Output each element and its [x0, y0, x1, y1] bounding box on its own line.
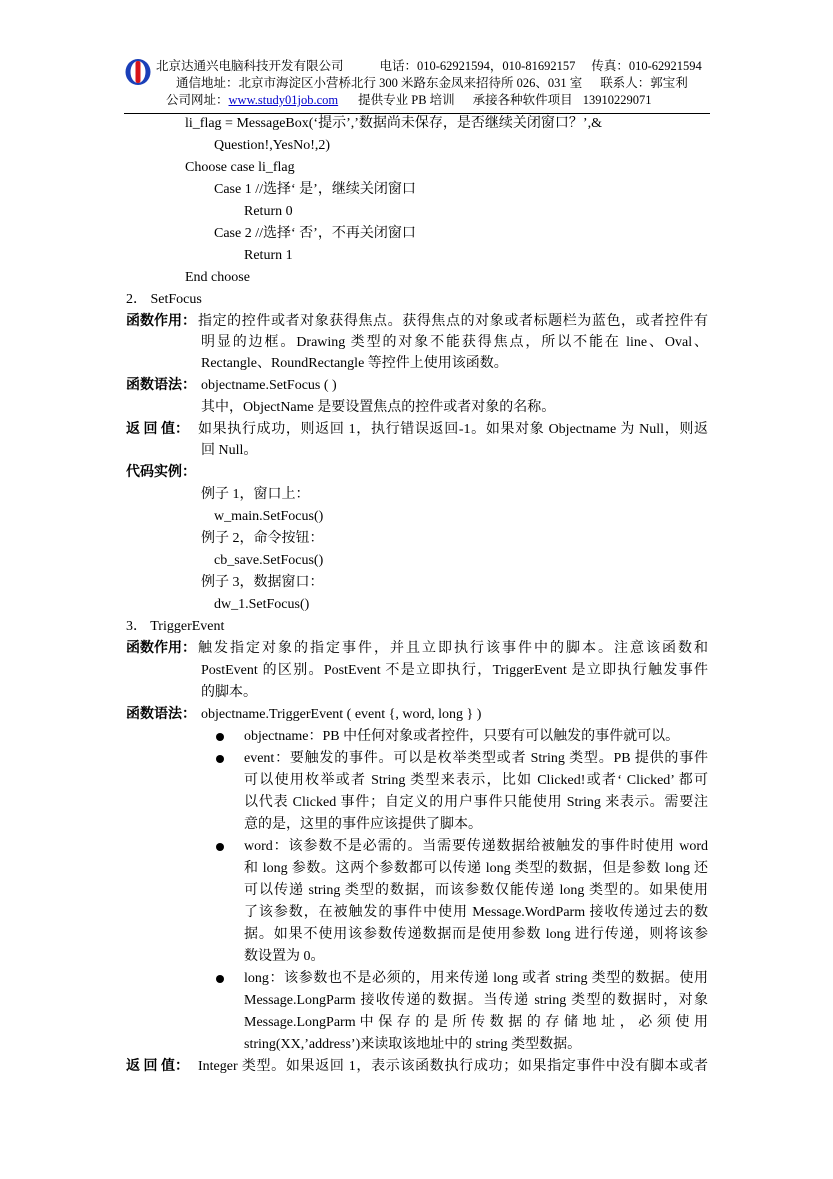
example-code: w_main.SetFocus() — [214, 509, 324, 524]
example-caption: 例子 1，窗口上： — [201, 487, 310, 502]
purpose-text: PostEvent 的区别。PostEvent 不是立即执行，TriggerEvent 是立即执行触发事件 — [201, 663, 708, 678]
bullet-text: event：要触发的事件。可以是枚举类型或者 String 类型。PB 提供的事件 — [244, 751, 708, 766]
syntax-label: 函数语法： — [126, 378, 196, 393]
bullet-text: string(XX,’address’)来读取该地址中的 string 类型数据。 — [244, 1037, 582, 1052]
syntax-text: objectname.SetFocus ( ) — [201, 378, 337, 393]
purpose-text: 的脚本。 — [201, 685, 257, 700]
purpose-label: 函数作用： — [126, 641, 196, 656]
code-line: Return 0 — [244, 204, 293, 219]
return-label: 返 回 值： — [126, 422, 189, 437]
example-code: dw_1.SetFocus() — [214, 597, 310, 612]
example-caption: 例子 2，命令按钮： — [201, 531, 324, 546]
bullet-text: word：该参数不是必需的。当需要传递数据给被触发的事件时使用 word — [244, 839, 708, 854]
bullet-text: 数设置为 0。 — [244, 949, 325, 964]
section-title-triggerevent: 3． TriggerEvent — [126, 619, 225, 634]
page-header — [124, 56, 714, 114]
syntax-text: objectname.TriggerEvent ( event {, word, long } ) — [201, 707, 482, 722]
return-text: 回 Null。 — [201, 443, 258, 458]
return-text: 如果执行成功，则返回 1，执行错误返回-1。如果对象 Objectname 为 Null，则返 — [198, 422, 708, 437]
bullet-text: 可以使用枚举或者 String 类型来表示，比如 Clicked!或者‘ Clicked’ 都可 — [244, 773, 708, 788]
bullet-text: 了该参数，在被触发的事件中使用 Message.WordParm 接收传递过去的数 — [244, 905, 708, 920]
purpose-text: Rectangle、RoundRectangle 等控件上使用该函数。 — [201, 356, 508, 371]
section-title-setfocus: 2． SetFocus — [126, 292, 202, 307]
syntax-label: 函数语法： — [126, 707, 196, 722]
header-line-3 — [166, 92, 651, 108]
bullet-text: 意的是，这里的事件应该提供了脚本。 — [244, 817, 482, 832]
return-text: Integer 类型。如果返回 1，表示该函数执行成功；如果指定事件中没有脚本或者 — [198, 1059, 708, 1074]
bullet-text: 据。如果不使用该参数传递数据而是使用参数 long 进行传递，则将该参 — [244, 927, 708, 942]
syntax-note: 其中，ObjectName 是要设置焦点的控件或者对象的名称。 — [201, 400, 556, 415]
code-line: Choose case li_flag — [185, 160, 295, 175]
header-line-1 — [156, 58, 702, 74]
code-line: Question!,YesNo!,2) — [214, 138, 331, 153]
bullet-text: 可以传递 string 类型的数据，而该参数仅能传递 long 类型的。如果使用 — [244, 883, 708, 898]
mobile-number: 13910229071 — [582, 93, 652, 107]
bullet-dot-icon — [216, 843, 224, 851]
code-line: Case 2 //选择‘ 否’，不再关闭窗口 — [214, 226, 416, 241]
example-code: cb_save.SetFocus() — [214, 553, 324, 568]
bullet-text: 和 long 参数。这两个参数都可以传递 long 类型的数据，但是参数 long 还 — [244, 861, 708, 876]
company-phone: 电话：010-62921594，010-81692157 — [379, 59, 576, 73]
website-link[interactable]: www.study01job.com — [228, 93, 339, 107]
purpose-text: 明显的边框。Drawing 类型的对象不能获得焦点，所以不能在 line、Oval、 — [201, 335, 708, 350]
company-logo-icon — [124, 58, 152, 86]
code-line: End choose — [185, 270, 250, 285]
bullet-text: Message.LongParm 中 保 存 的 是 所 传 数 据 的 存 储 地 址 ， 必 须 使 用 — [244, 1015, 708, 1030]
purpose-label: 函数作用： — [126, 314, 196, 329]
bullet-text: 以代表 Clicked 事件；自定义的用户事件只能使用 String 来表示。需要注 — [244, 795, 708, 810]
purpose-text: 指定的控件或者对象获得焦点。获得焦点的对象或者标题栏为蓝色，或者控件有 — [198, 314, 708, 329]
code-line: Return 1 — [244, 248, 293, 263]
bullet-text: long：该参数也不是必须的，用来传递 long 或者 string 类型的数据。使用 — [244, 971, 708, 986]
code-line: li_flag = MessageBox(‘提示’,’数据尚未保存，是否继续关闭窗口？’,& — [185, 116, 602, 131]
company-name: 北京达通兴电脑科技开发有限公司 — [156, 59, 344, 73]
training-text: 提供专业 PB 培训 — [358, 93, 455, 107]
bullet-text: objectname：PB 中任何对象或者控件，只要有可以触发的事件就可以。 — [244, 729, 680, 744]
projects-text: 承接各种软件项目 — [472, 93, 573, 107]
purpose-text: 触发指定对象的指定事件，并且立即执行该事件中的脚本。注意该函数和 — [198, 641, 708, 656]
bullet-dot-icon — [216, 755, 224, 763]
code-line: Case 1 //选择‘ 是’，继续关闭窗口 — [214, 182, 416, 197]
header-line-2 — [176, 75, 688, 91]
bullet-dot-icon — [216, 975, 224, 983]
company-address: 通信地址：北京市海淀区小营桥北行 300 米路东金凤来招待所 026、031 室 — [176, 76, 583, 90]
example-caption: 例子 3，数据窗口： — [201, 575, 324, 590]
bullet-dot-icon — [216, 733, 224, 741]
example-label: 代码实例： — [126, 465, 196, 480]
return-label: 返 回 值： — [126, 1059, 189, 1074]
website-label: 公司网址： — [166, 93, 229, 107]
company-contact: 联系人：郭宝利 — [600, 76, 688, 90]
company-fax: 传真：010-62921594 — [591, 59, 702, 73]
bullet-text: Message.LongParm 接收传递的数据。当传递 string 类型的数据时，对象 — [244, 993, 708, 1008]
